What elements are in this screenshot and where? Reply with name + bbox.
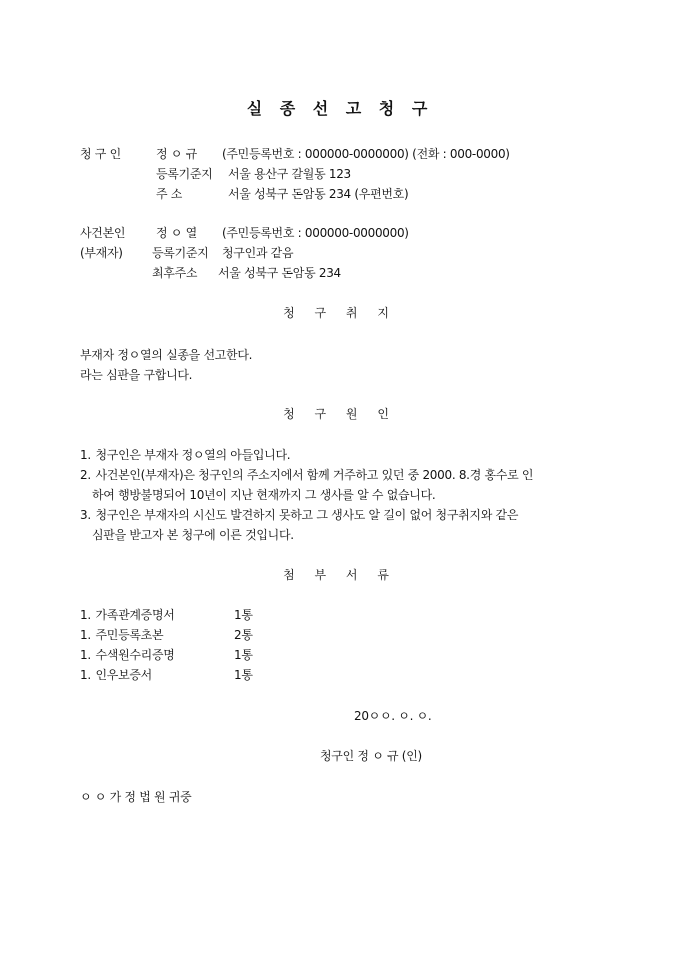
attachment-name: 인우보증서 (95, 668, 152, 682)
cause-item-text: 청구인은 부재자 정ㅇ열의 아들입니다. (95, 448, 291, 462)
attachment-name: 주민등록초본 (95, 628, 164, 642)
cause-heading: 청 구 원 인 (283, 407, 397, 421)
attachment-count: 2통 (234, 628, 253, 642)
claimant-addr-value: 서울 성북구 돈암동 234 (우편번호) (228, 187, 409, 201)
attachment-number: 1. (80, 628, 91, 642)
attachment-item (80, 666, 152, 683)
claimant-id-info: (주민등록번호 : 000000-0000000) (전화 : 000-0000) (222, 147, 510, 161)
cause-item (80, 466, 533, 483)
attachment-item (80, 606, 175, 623)
attachment-number: 1. (80, 668, 91, 682)
attachment-name: 수색원수리증명 (95, 648, 175, 662)
claimant-addr-label: 주 소 (156, 187, 183, 201)
claimant-signature: 청구인 정 ㅇ 규 (인) (320, 749, 422, 763)
claimant-role: 청 구 인 (80, 147, 121, 161)
cause-item-continuation: 심판을 받고자 본 청구에 이른 것입니다. (92, 528, 294, 542)
purpose-heading: 청 구 취 지 (283, 306, 397, 320)
cause-item-text: 사건본인(부재자)은 청구인의 주소지에서 함께 거주하고 있던 중 2000. 8.경 홍수로 인 (95, 468, 534, 482)
filing-date: 20ㅇㅇ. ㅇ. ㅇ. (354, 709, 432, 723)
subject-role-sub: (부재자) (80, 246, 123, 260)
subject-id-info: (주민등록번호 : 000000-0000000) (222, 226, 409, 240)
attachment-count: 1통 (234, 668, 253, 682)
attachment-number: 1. (80, 608, 91, 622)
cause-item-number: 1. (80, 448, 91, 462)
court-addressee: ㅇ ㅇ 가 정 법 원 귀중 (80, 790, 192, 804)
cause-item-continuation: 하여 행방불명되어 10년이 지난 현재까지 그 생사를 알 수 없습니다. (92, 488, 436, 502)
subject-reg-label: 등록기준지 (152, 246, 209, 260)
attachments-heading: 첨 부 서 류 (283, 568, 397, 582)
cause-item-number: 2. (80, 468, 91, 482)
cause-item-number: 3. (80, 508, 91, 522)
claimant-reg-label: 등록기준지 (156, 167, 213, 181)
purpose-line: 라는 심판을 구합니다. (80, 368, 193, 382)
subject-role: 사건본인 (80, 226, 126, 240)
attachment-item (80, 646, 175, 663)
claimant-reg-value: 서울 용산구 갈월동 123 (228, 167, 351, 181)
cause-item-text: 청구인은 부재자의 시신도 발견하지 못하고 그 생사도 알 길이 없어 청구취지와 같은 (95, 508, 519, 522)
cause-item (80, 506, 518, 523)
purpose-line: 부재자 정ㅇ열의 실종을 선고한다. (80, 348, 253, 362)
document-title: 실 종 선 고 청 구 (246, 99, 434, 118)
subject-reg-value: 청구인과 같음 (222, 246, 294, 260)
subject-addr-value: 서울 성북구 돈암동 234 (218, 266, 341, 280)
attachment-count: 1통 (234, 648, 253, 662)
subject-name: 정 ㅇ 열 (156, 226, 197, 240)
attachment-count: 1통 (234, 608, 253, 622)
cause-item (80, 446, 290, 463)
claimant-name: 정 ㅇ 규 (156, 147, 197, 161)
subject-addr-label: 최후주소 (152, 266, 198, 280)
attachment-name: 가족관계증명서 (95, 608, 175, 622)
attachment-item (80, 626, 163, 643)
attachment-number: 1. (80, 648, 91, 662)
